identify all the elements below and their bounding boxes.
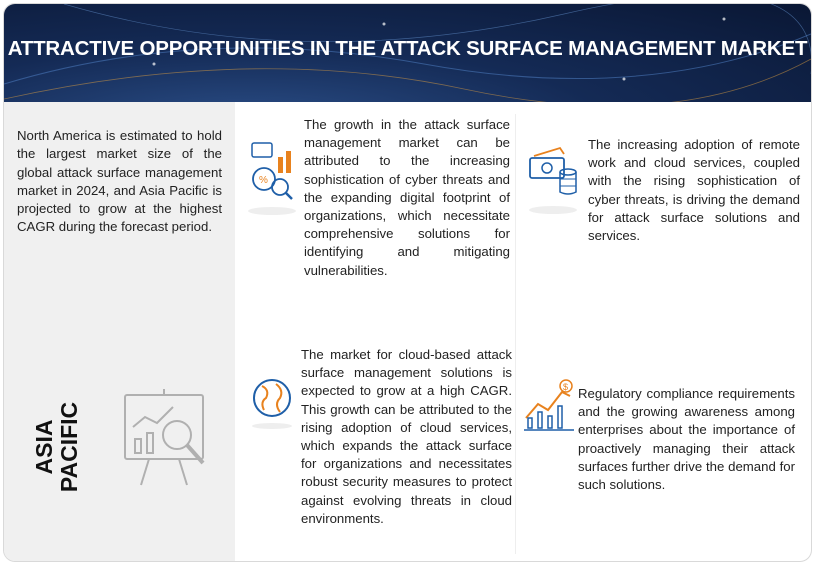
regulatory-text: Regulatory compliance requirements and the growing awareness among enterprises about the importance of proactively managing their attack surfaces further drive the demand for such solutions. bbox=[578, 386, 795, 493]
globe-icon bbox=[250, 376, 294, 432]
cloud-based-text: The market for cloud-based attack surface management solutions is expected to grow at a high CAGR. This growth can be attributed to the rising adoption of cloud services, which expands the attack surface for organizations and necessitates robust security measures to protect against evolving threats in cloud environments. bbox=[301, 347, 512, 526]
header-banner bbox=[4, 4, 811, 102]
left-summary-panel bbox=[4, 102, 235, 561]
analytics-icon bbox=[246, 139, 298, 217]
growth-driver-text: The growth in the attack surface management market can be attributed to the increasing sophistication of cyber threats and the expanding digital footprint of organizations, which necessitate comprehensive solutions for identifying and mitigating vulnerabilities. bbox=[304, 117, 510, 278]
money-icon bbox=[526, 146, 580, 216]
page-title: ATTRACTIVE OPPORTUNITIES IN THE ATTACK SURFACE MANAGEMENT MARKET bbox=[7, 37, 808, 60]
infographic-card bbox=[3, 3, 812, 562]
svg-text:$: $ bbox=[563, 382, 569, 392]
region-line-2: PACIFIC bbox=[56, 401, 82, 493]
column-divider bbox=[515, 114, 516, 554]
region-label bbox=[32, 387, 112, 507]
remote-work-text: The increasing adoption of remote work and cloud services, coupled with the rising sophistication of cyber threats, is driving the demand for attack surface solutions and services. bbox=[588, 137, 800, 244]
growth-chart-icon bbox=[522, 378, 578, 434]
region-line-1: ASIA bbox=[31, 419, 57, 475]
presentation-icon bbox=[119, 387, 214, 497]
market-summary-text: North America is estimated to hold the largest market size of the global attack surface management market in 2024, and Asia Pacific is projected to grow at the highest CAGR during the forecast period. bbox=[17, 128, 222, 235]
svg-text:%: % bbox=[259, 175, 268, 186]
